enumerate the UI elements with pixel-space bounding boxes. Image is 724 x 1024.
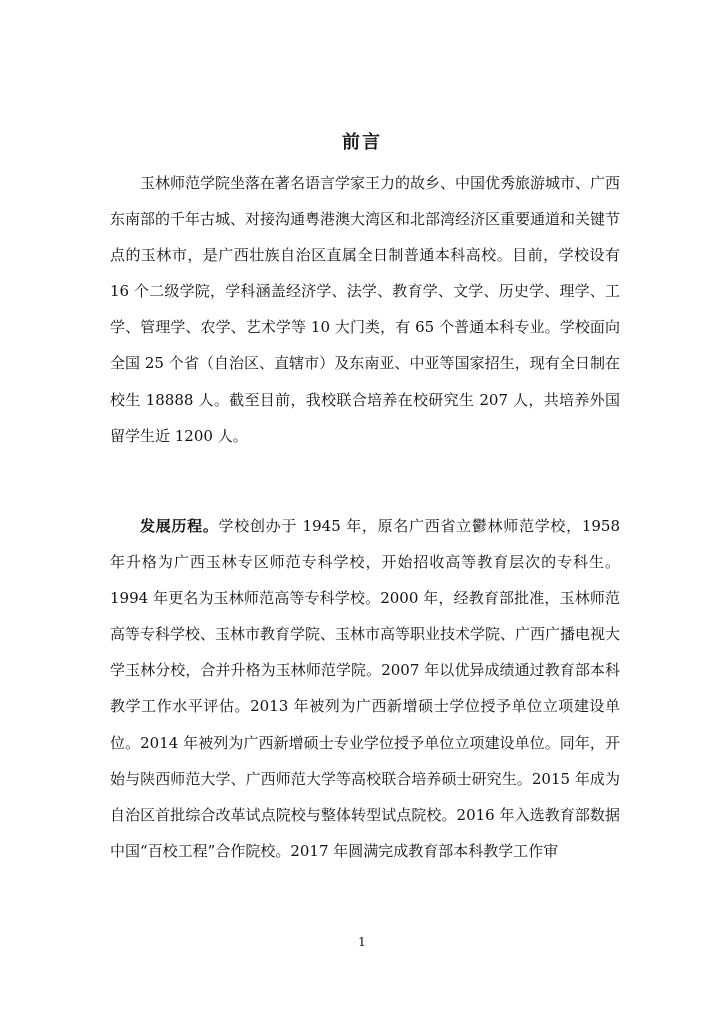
- intro-paragraph-text: 玉林师范学院坐落在著名语言学家王力的故乡、中国优秀旅游城市、广西东南部的千年古城、对接沟通粤港澳大湾区和北部湾经济区重要通道和关键节点的玉林市，是广西壮族自治区直属全日制普通本科高校。目前，学校设有 16 个二级学院，学科涵盖经济学、法学、教育学、文学、历史学、理学、工学、管理学、农学、艺术学等 10 大门类，有 65 个普通本科专业。学校面向全国 25 个省（自治区、直辖市）及东南亚、中亚等国家招生，现有全日制在校生 18888 人。截至目前，我校联合培养在校研究生 207 人，共培养外国留学生近 1200 人。: [110, 174, 621, 445]
- history-heading: 发展历程。: [140, 517, 219, 535]
- page-number: 1: [358, 935, 366, 949]
- page-title: 前言: [342, 132, 382, 153]
- history-paragraph: [110, 508, 620, 869]
- intro-paragraph: [110, 165, 620, 454]
- history-paragraph-text: 学校创办于 1945 年，原名广西省立鬱林师范学校，1958 年升格为广西玉林专区师范专科学校，开始招收高等教育层次的专科生。1994 年更名为玉林师范高等专科学校。2000 年，经教育部批准，玉林师范高等专科学校、玉林市教育学院、玉林市高等职业技术学院、广西广播电视大学玉林分校，合并升格为玉林师范学院。2007 年以优异成绩通过教育部本科教学工作水平评估。2013 年被列为广西新增硕士学位授予单位立项建设单位。2014 年被列为广西新增硕士专业学位授予单位立项建设单位。同年，开始与陕西师范大学、广西师范大学等高校联合培养硕士研究生。2015 年成为自治区首批综合改革试点院校与整体转型试点院校。2016 年入选教育部数据中国“百校工程”合作院校。2017 年圆满完成教育部本科教学工作审: [110, 517, 621, 860]
